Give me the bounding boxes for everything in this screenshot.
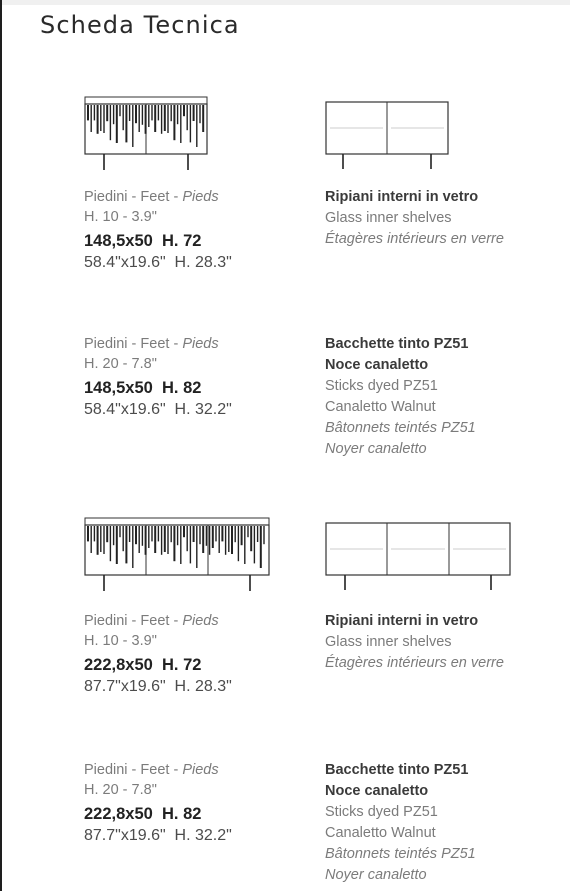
label-separator: -	[127, 189, 141, 205]
sideboard-3-door-interior-drawing	[325, 522, 511, 592]
feet-label-en: Feet	[140, 762, 170, 778]
description-line: Noyer canaletto	[325, 441, 427, 457]
page-title: Scheda Tecnica	[40, 11, 240, 39]
feet-label-fr: Pieds	[182, 189, 219, 205]
description-line: Ripiani interni in vetro	[325, 613, 479, 629]
dimensions-cm: 222,8x50 H. 72	[84, 656, 202, 674]
dimensions-cm: 148,5x50 H. 82	[84, 379, 202, 397]
feet-label-fr: Pieds	[182, 762, 219, 778]
dimensions-inches: 58.4"x19.6" H. 32.2"	[84, 401, 232, 418]
spec-feet-4	[84, 760, 232, 846]
feet-height: H. 20 - 7.8"	[84, 782, 157, 798]
feet-label	[84, 611, 232, 631]
label-separator: -	[169, 189, 183, 205]
description-line: Étagères intérieurs en verre	[325, 231, 504, 247]
feet-label-en: Feet	[140, 189, 170, 205]
spec-description-1	[325, 187, 504, 250]
dimensions-cm: 148,5x50 H. 72	[84, 232, 202, 250]
spec-feet-3	[84, 611, 232, 697]
description-line: Bacchette tinto PZ51	[325, 762, 469, 778]
feet-label-it: Piedini	[84, 189, 128, 205]
sideboard-3-door-front-drawing	[84, 517, 270, 593]
description-line: Canaletto Walnut	[325, 399, 436, 415]
dimensions-cm: 222,8x50 H. 82	[84, 805, 202, 823]
feet-label	[84, 760, 232, 780]
feet-label	[84, 187, 232, 207]
label-separator: -	[169, 762, 183, 778]
description-line: Ripiani interni in vetro	[325, 189, 479, 205]
spec-description-3	[325, 611, 504, 674]
feet-label-en: Feet	[140, 613, 170, 629]
feet-height: H. 10 - 3.9"	[84, 209, 157, 225]
feet-height: H. 20 - 7.8"	[84, 356, 157, 372]
spec-feet-2	[84, 334, 232, 420]
label-separator: -	[127, 336, 141, 352]
description-line: Étagères intérieurs en verre	[325, 655, 504, 671]
feet-label-en: Feet	[140, 336, 170, 352]
feet-label-it: Piedini	[84, 762, 128, 778]
dimensions-inches: 58.4"x19.6" H. 28.3"	[84, 254, 232, 271]
feet-label-it: Piedini	[84, 336, 128, 352]
description-line: Bacchette tinto PZ51	[325, 336, 469, 352]
dimensions-inches: 87.7"x19.6" H. 32.2"	[84, 827, 232, 844]
label-separator: -	[169, 336, 183, 352]
feet-label-fr: Pieds	[182, 336, 219, 352]
description-line: Noce canaletto	[325, 357, 429, 373]
label-separator: -	[127, 762, 141, 778]
description-line: Glass inner shelves	[325, 210, 452, 226]
spec-description-2	[325, 334, 476, 460]
feet-label-it: Piedini	[84, 613, 128, 629]
label-separator: -	[127, 613, 141, 629]
description-line: Noce canaletto	[325, 783, 429, 799]
dimensions-inches: 87.7"x19.6" H. 28.3"	[84, 678, 232, 695]
description-line: Bâtonnets teintés PZ51	[325, 846, 476, 862]
spec-feet-1	[84, 187, 232, 273]
spec-description-4	[325, 760, 476, 886]
label-separator: -	[169, 613, 183, 629]
description-line: Glass inner shelves	[325, 634, 452, 650]
description-line: Noyer canaletto	[325, 867, 427, 883]
top-rule	[0, 0, 570, 5]
sideboard-2-door-front-drawing	[84, 96, 208, 172]
feet-height: H. 10 - 3.9"	[84, 633, 157, 649]
description-line: Sticks dyed PZ51	[325, 804, 438, 820]
description-line: Sticks dyed PZ51	[325, 378, 438, 394]
sideboard-2-door-interior-drawing	[325, 101, 449, 171]
feet-label-fr: Pieds	[182, 613, 219, 629]
description-line: Canaletto Walnut	[325, 825, 436, 841]
description-line: Bâtonnets teintés PZ51	[325, 420, 476, 436]
left-rule	[0, 0, 2, 891]
feet-label	[84, 334, 232, 354]
